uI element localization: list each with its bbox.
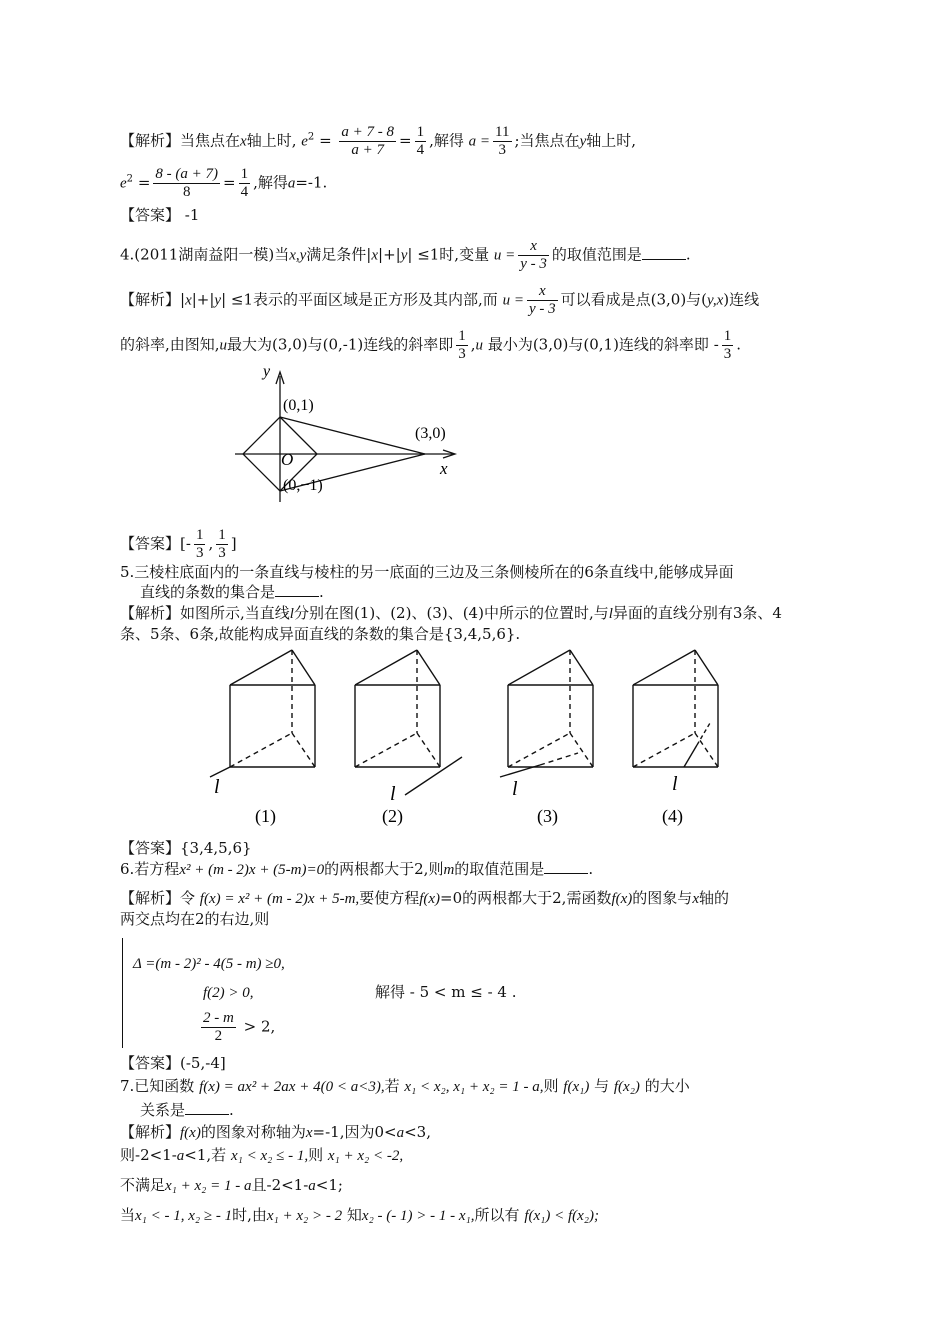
line-label: l	[214, 776, 220, 798]
q7-solution-line3: 不满足x₁ + x₂ = 1 - a且-2<1-a<1;	[120, 1176, 343, 1194]
q6-system-eq3: $\frac{2 - m}{2}$ > 2,	[203, 1010, 276, 1044]
q4-solution-line2: 的斜率,由图知,u最大为(3,0)与(0,-1)连线的斜率即 $\frac{1}{3}$ ,u 最小为(3,0)与(0,1)连线的斜率即 - $\frac{1}{3}$ .	[120, 328, 742, 362]
q5-solution-line2: 条、5条、6条,故能构成异面直线的条数的集合是{3,4,5,6}.	[120, 625, 521, 643]
point-label: (0,−1)	[283, 477, 323, 494]
q4-question: 4.(2011湖南益阳一模)当x,y满足条件|x|+|y| ≤1时,变量 u = $\frac{x}{y - 3}$ 的取值范围是 .	[120, 238, 691, 272]
caption: (2)	[382, 806, 403, 826]
prism-4	[633, 650, 718, 767]
fraction: $\frac{x}{y - 3}$	[520, 238, 547, 272]
text: 【解析】当焦点在	[120, 131, 241, 150]
q4-solution-line1: 【解析】|x|+|y| ≤1表示的平面区域是正方形及其内部,而 u = $\frac{x}{y - 3}$ 可以看成是点(3,0)与(y,x)连线	[120, 283, 760, 317]
fraction: $\frac{x}{y - 3}$	[528, 283, 556, 317]
fraction: $\frac{8 - (a + 7)}{8}$	[155, 166, 218, 200]
answer-blank	[544, 859, 588, 874]
q5-question-line2: 直线的条数的集合是 .	[140, 583, 324, 601]
q6-question: 6.若方程x² + (m - 2)x + (5-m)=0的两根都大于2,则m的取值范围是 .	[120, 860, 594, 878]
text: x	[240, 133, 247, 150]
q5-answer: 【答案】{3,4,5,6}	[120, 839, 252, 857]
line-label: l	[512, 778, 518, 800]
fraction: $\frac{1}{3}$	[723, 328, 732, 362]
text: 轴上时,	[246, 131, 297, 150]
fraction: $\frac{a + 7 - 8}{a + 7}$	[341, 124, 395, 158]
prisms-figure	[200, 645, 740, 835]
q7-question-line2: 关系是 .	[140, 1101, 234, 1119]
prism-2	[355, 650, 462, 795]
p3-solution-line2: $e^2$ = $\frac{8 - (a + 7)}{8}$ = $\frac{1}{4}$ ,解得a=-1.	[120, 166, 328, 200]
q6-result: 解得 - 5 < m ≤ - 4 .	[375, 983, 517, 1001]
origin-label: O	[281, 450, 294, 469]
point-label: (0,1)	[283, 397, 314, 414]
q6-system-eq2: f(2) > 0,	[203, 985, 254, 1001]
fraction: $\frac{1}{3}$	[458, 328, 466, 362]
q4-answer: 【答案】[- $\frac{1}{3}$ , $\frac{1}{3}$ ]	[120, 527, 237, 561]
p3-answer: 【答案】 -1	[120, 206, 200, 224]
y-axis-label: y	[263, 363, 271, 380]
q7-question-line1: 7.已知函数 f(x) = ax² + 2ax + 4(0 < a<3),若 x₁ < x₂, x₁ + x₂ = 1 - a,则 f(x₁) 与 f(x₂) 的大小	[120, 1077, 690, 1095]
q7-solution-line4: 当x₁ < - 1, x₂ ≥ - 1时,由x₁ + x₂ > - 2 知x₂ - (- 1) > - 1 - x₁,所以有 f(x₁) < f(x₂);	[120, 1206, 599, 1224]
point-label: (3,0)	[415, 425, 446, 442]
q5-question-line1: 5.三棱柱底面内的一条直线与棱柱的另一底面的三边及三条侧棱所在的6条直线中,能够成异面	[120, 563, 734, 581]
region-figure	[225, 362, 465, 512]
q7-solution-line1: 【解析】f(x)的图象对称轴为x=-1,因为0<a<3,	[120, 1123, 431, 1141]
fraction: $\frac{1}{3}$	[195, 527, 204, 561]
caption: (3)	[537, 806, 558, 826]
q5-solution-line1: 【解析】如图所示,当直线l分别在图(1)、(2)、(3)、(4)中所示的位置时,与l异面的直线分别有3条、4	[120, 604, 782, 622]
fraction: $\frac{1}{3}$	[218, 527, 226, 561]
q7-solution-line2: 则-2<1-a<1,若 x₁ < x₂ ≤ - 1,则 x₁ + x₂ < -2,	[120, 1146, 404, 1164]
caption: (4)	[662, 806, 683, 826]
prism-1	[210, 650, 315, 777]
q6-answer: 【答案】(-5,-4]	[120, 1054, 226, 1072]
fraction: $\frac{1}{4}$	[416, 124, 425, 158]
q6-system-eq1: Δ =(m - 2)² - 4(5 - m) ≥0,	[133, 956, 285, 972]
answer-blank	[642, 245, 686, 260]
system-brace	[122, 938, 131, 1048]
line-label: l	[672, 773, 678, 795]
p3-solution-line1: 【解析】当焦点在x轴上时, $e^2$ = $\frac{a + 7 - 8}{a + 7}$ = $\frac{1}{4}$ ,解得 a = $\frac{11}{3}$ ;当焦点在y轴上时,	[120, 124, 637, 158]
answer-blank	[275, 582, 319, 597]
fraction: $\frac{1}{4}$	[240, 166, 249, 200]
q6-solution-line1: 【解析】令 f(x) = x² + (m - 2)x + 5-m,要使方程f(x)=0的两根都大于2,需函数f(x)的图象与x轴的	[120, 889, 729, 907]
fraction: $\frac{2 - m}{2}$	[203, 1010, 234, 1044]
text: e	[301, 133, 308, 150]
prism-3	[500, 650, 593, 777]
q6-solution-line2: 两交点均在2的右边,则	[120, 910, 270, 928]
caption: (1)	[255, 806, 276, 826]
answer-blank	[185, 1100, 229, 1115]
line-label: l	[390, 783, 396, 805]
x-axis-label: x	[440, 459, 448, 478]
fraction: $\frac{11}{3}$	[495, 124, 510, 158]
